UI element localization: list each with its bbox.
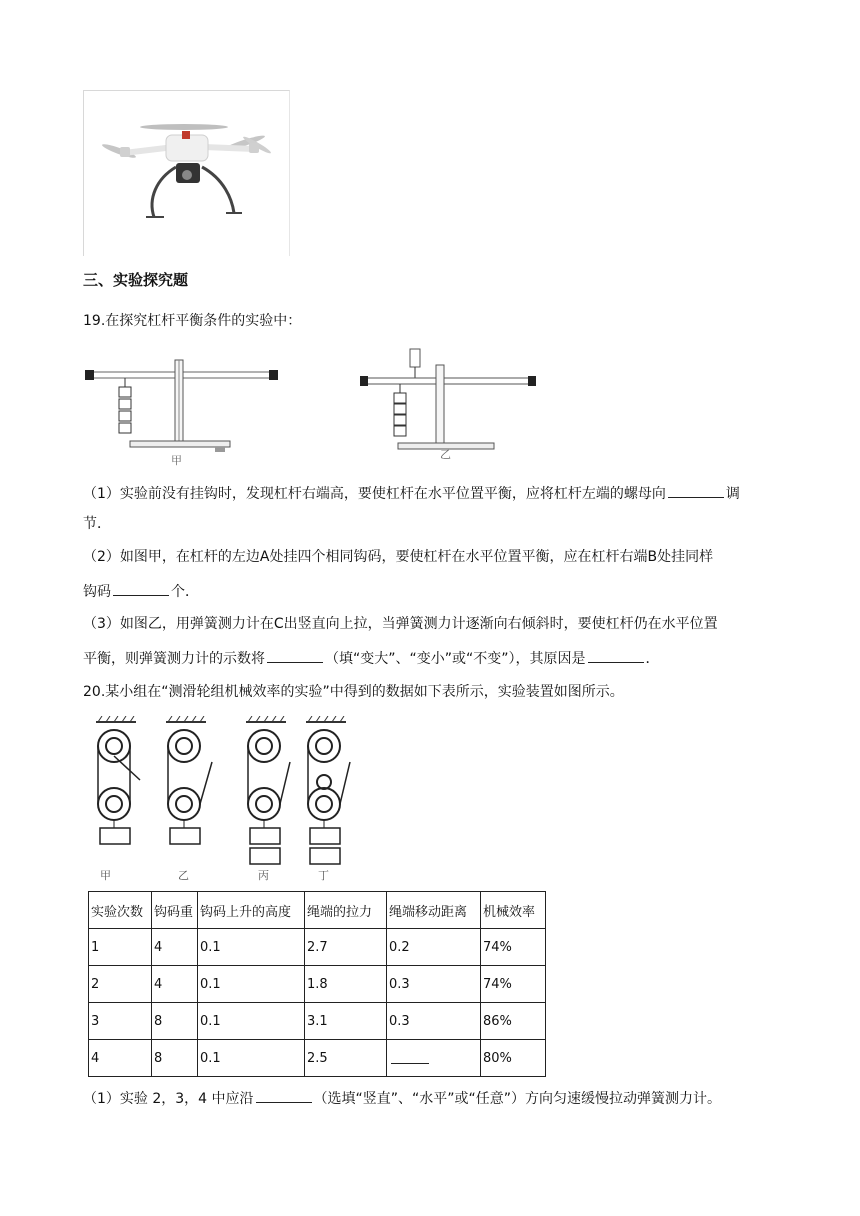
q19-item3-line2: 平衡，则弹簧测力计的示数将 （填“变大”、“变小”或“不变”），其原因是 ． bbox=[83, 647, 660, 669]
table-row bbox=[89, 929, 546, 966]
answer-blank[interactable] bbox=[113, 580, 169, 596]
table-header-row bbox=[89, 892, 546, 929]
table-cell: 1 bbox=[89, 929, 152, 966]
fig-label-bing: 丙 bbox=[258, 869, 269, 882]
table-cell: 4 bbox=[152, 966, 198, 1003]
fig-label-yi: 乙 bbox=[440, 448, 451, 461]
table-header-cell: 绳端移动距离 bbox=[387, 892, 481, 929]
table-header-cell: 绳端的拉力 bbox=[305, 892, 387, 929]
section-title: 三、实验探究题 bbox=[83, 271, 189, 289]
table-cell: 0.1 bbox=[198, 966, 305, 1003]
q19-intro: 19.在探究杠杆平衡条件的实验中： bbox=[83, 313, 302, 329]
table-cell: 8 bbox=[152, 1040, 198, 1077]
lever-figure-jia bbox=[85, 355, 280, 470]
table-cell: 80% bbox=[481, 1040, 546, 1077]
table-cell: 0.1 bbox=[198, 929, 305, 966]
table-cell: 0.3 bbox=[387, 1003, 481, 1040]
table-cell-blank[interactable] bbox=[387, 1040, 481, 1077]
fig-label-jia: 甲 bbox=[171, 454, 182, 467]
lever-figure-yi bbox=[360, 345, 540, 463]
q19-item2-line2: 钩码 个． bbox=[83, 580, 199, 602]
table-cell: 0.3 bbox=[387, 966, 481, 1003]
table-cell: 0.1 bbox=[198, 1040, 305, 1077]
table-row bbox=[89, 1003, 546, 1040]
answer-blank[interactable] bbox=[267, 647, 323, 663]
table-cell: 74% bbox=[481, 966, 546, 1003]
table-row bbox=[89, 966, 546, 1003]
table-header-cell: 钩码重 bbox=[152, 892, 198, 929]
q20-intro: 20.某小组在“测滑轮组机械效率的实验”中得到的数据如下表所示，实验装置如图所示。 bbox=[83, 684, 624, 700]
table-cell: 3 bbox=[89, 1003, 152, 1040]
answer-blank[interactable] bbox=[668, 482, 724, 498]
q20-item1: （1）实验 2，3，4 中应沿 （选填“竖直”、“水平”或“任意”）方向匀速缓慢拉动弹簧测力计。 bbox=[83, 1087, 721, 1109]
table-cell: 3.1 bbox=[305, 1003, 387, 1040]
table-cell: 4 bbox=[89, 1040, 152, 1077]
table-header-cell: 机械效率 bbox=[481, 892, 546, 929]
table-cell: 2.7 bbox=[305, 929, 387, 966]
answer-blank[interactable] bbox=[391, 1048, 429, 1064]
fig-label-ding: 丁 bbox=[318, 869, 329, 882]
q19-item1-line1: （1）实验前没有挂钩时，发现杠杆右端高，要使杠杆在水平位置平衡，应将杠杆左端的螺母向 调 bbox=[83, 482, 740, 504]
table-cell: 0.2 bbox=[387, 929, 481, 966]
drone-photo bbox=[83, 90, 290, 256]
answer-blank[interactable] bbox=[256, 1087, 312, 1103]
table-header-cell: 实验次数 bbox=[89, 892, 152, 929]
table-row bbox=[89, 1040, 546, 1077]
q19-item3-line1: （3）如图乙，用弹簧测力计在C出竖直向上拉，当弹簧测力计逐渐向右倾斜时，要使杠杆仍在水平位置 bbox=[83, 616, 718, 632]
table-cell: 74% bbox=[481, 929, 546, 966]
q19-item1-line2: 节． bbox=[83, 516, 111, 532]
table-cell: 0.1 bbox=[198, 1003, 305, 1040]
answer-blank[interactable] bbox=[588, 647, 644, 663]
table-cell: 86% bbox=[481, 1003, 546, 1040]
pulley-figures bbox=[92, 716, 362, 884]
fig-label-yi: 乙 bbox=[178, 869, 189, 882]
table-cell: 4 bbox=[152, 929, 198, 966]
table-header-cell: 钩码上升的高度 bbox=[198, 892, 305, 929]
table-cell: 1.8 bbox=[305, 966, 387, 1003]
table-cell: 2.5 bbox=[305, 1040, 387, 1077]
data-table bbox=[88, 891, 546, 1077]
table-cell: 8 bbox=[152, 1003, 198, 1040]
table-cell: 2 bbox=[89, 966, 152, 1003]
fig-label-jia: 甲 bbox=[100, 869, 111, 882]
q19-item2-line1: （2）如图甲，在杠杆的左边A处挂四个相同钩码，要使杠杆在水平位置平衡，应在杠杆右端B处挂同样 bbox=[83, 549, 714, 565]
